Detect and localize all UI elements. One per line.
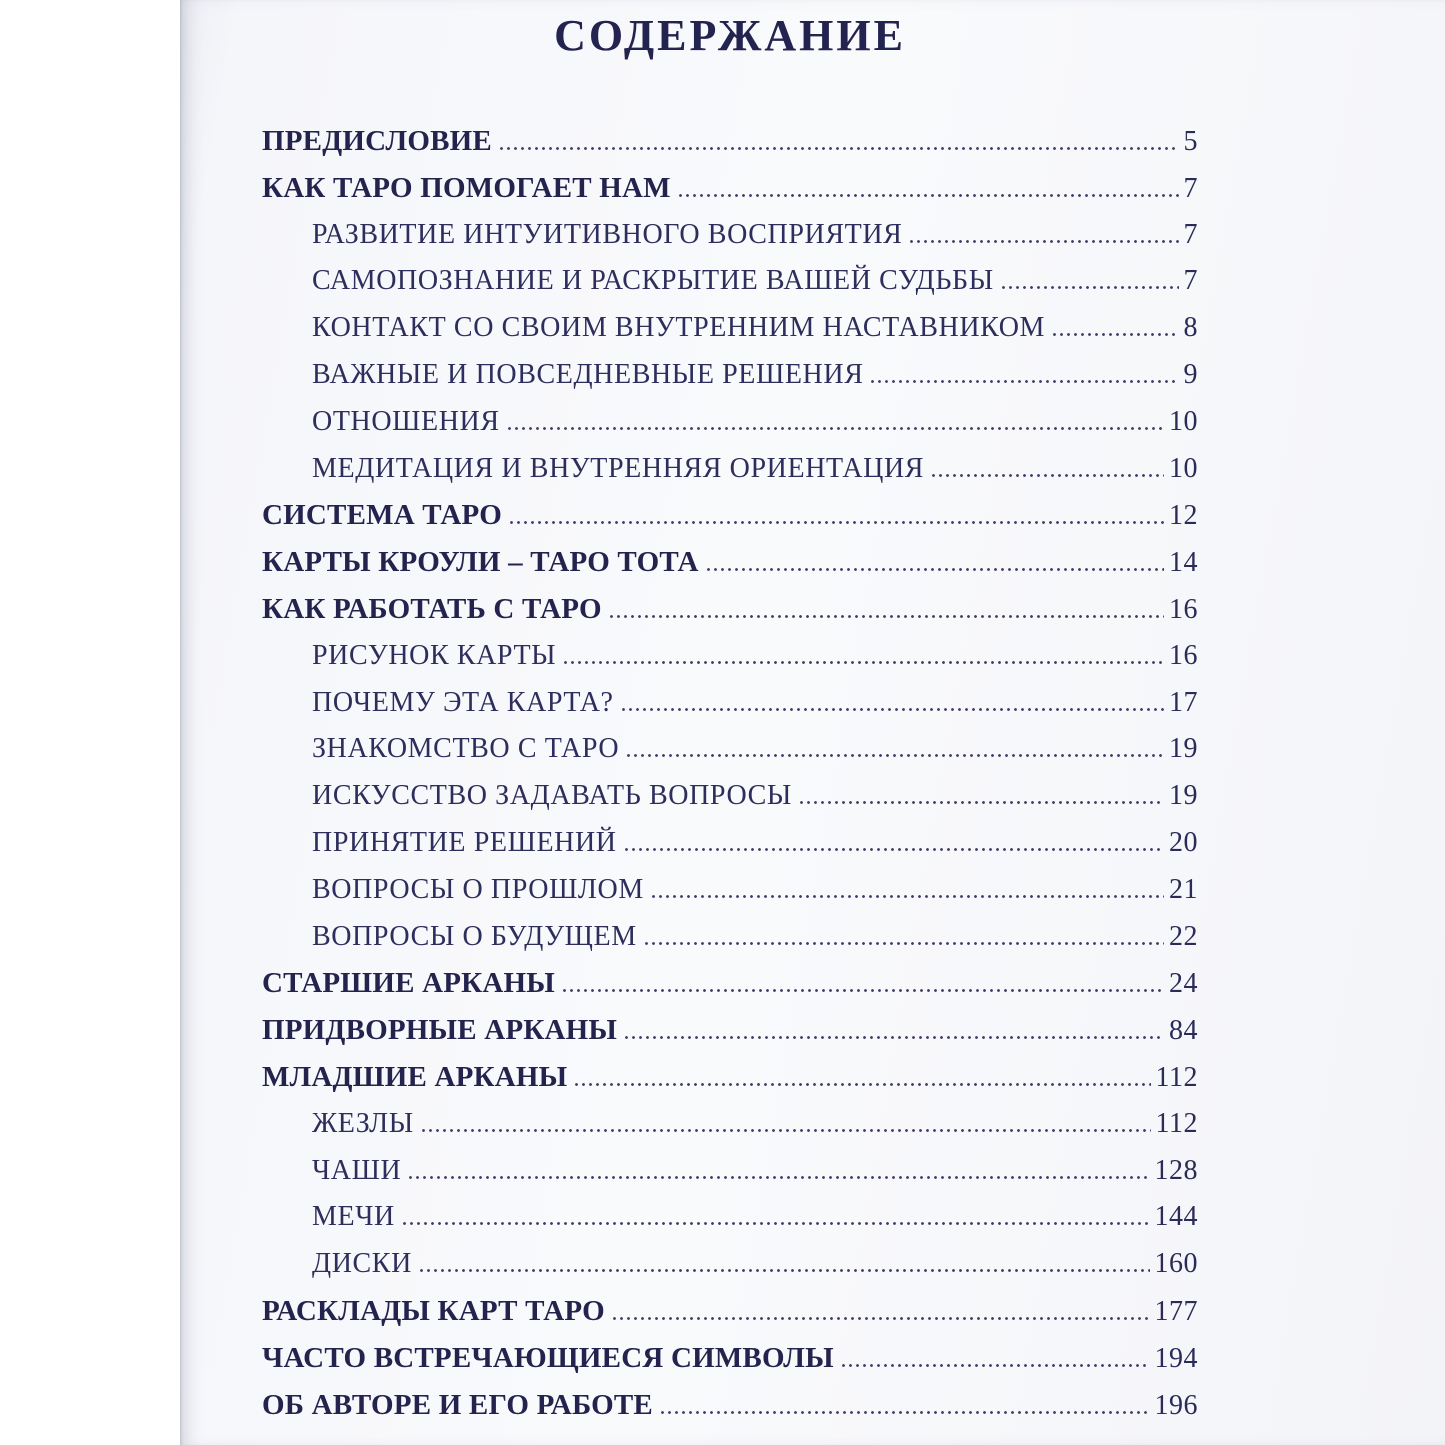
toc-entry-page-number: 24 [1169,968,1198,1000]
toc-entry-page-number: 7 [1183,172,1198,204]
dot-leader [910,240,1178,243]
dot-leader [575,1083,1150,1086]
toc-entry-label: КАРТЫ КРОУЛИ – ТАРО ТОТА [262,546,699,579]
toc-entry-label: РАСКЛАДЫ КАРТ ТАРО [262,1294,605,1327]
toc-entry [262,827,1198,874]
toc-entry-page-number: 10 [1169,405,1198,437]
toc-entry-page-number: 194 [1154,1342,1198,1374]
toc-entry [262,406,1198,453]
toc-entry [262,219,1198,266]
toc-entry [262,546,1198,593]
toc-entry-label: ИСКУССТВО ЗАДАВАТЬ ВОПРОСЫ [312,780,792,812]
dot-leader [625,1036,1164,1039]
toc-entry-label: КОНТАКТ СО СВОИМ ВНУТРЕННИМ НАСТАВНИКОМ [312,312,1046,344]
toc-entry-page-number: 10 [1169,452,1198,484]
toc-entry-label: СТАРШИЕ АРКАНЫ [262,967,555,1000]
toc-entry [262,172,1198,219]
toc-entry [262,921,1198,968]
dot-leader [1002,286,1179,289]
toc-entry-label: САМОПОЗНАНИЕ И РАСКРЫТИЕ ВАШЕЙ СУДЬБЫ [312,265,994,297]
dot-leader [627,754,1164,757]
dot-leader [510,521,1164,524]
toc-entry-label: ПРЕДИСЛОВИЕ [262,125,492,157]
dot-leader [625,848,1164,851]
toc-entry-label: РАЗВИТИЕ ИНТУИТИВНОГО ВОСПРИЯТИЯ [312,218,903,250]
toc-entry-page-number: 14 [1169,547,1198,579]
toc-entry-page-number: 12 [1169,500,1198,532]
toc-entry-page-number: 8 [1183,312,1198,344]
toc-entry-page-number: 196 [1154,1389,1198,1421]
toc-entry-page-number: 21 [1169,873,1198,905]
toc-entry [262,593,1198,640]
toc-entry-label: МЕДИТАЦИЯ И ВНУТРЕННЯЯ ОРИЕНТАЦИЯ [312,452,925,484]
dot-leader [610,615,1164,618]
toc-entry-page-number: 84 [1169,1015,1198,1047]
dot-leader [563,989,1164,992]
toc-entry-page-number: 7 [1183,218,1198,250]
dot-leader [613,1317,1150,1320]
toc-entry-label: КАК ТАРО ПОМОГАЕТ НАМ [262,171,671,204]
toc-entry-page-number: 128 [1154,1154,1198,1186]
toc-entry-page-number: 22 [1169,920,1198,952]
toc-entry [262,265,1198,312]
toc-entry-label: РИСУНОК КАРТЫ [312,639,557,671]
toc-entry [262,733,1198,780]
dot-leader [422,1129,1151,1132]
toc-entry-page-number: 7 [1183,265,1198,297]
toc-entry-label: ПРИНЯТИЕ РЕШЕНИЙ [312,826,617,858]
dot-leader [564,661,1164,664]
toc-entry [262,1389,1198,1436]
dot-leader [1053,333,1178,336]
toc-entry-page-number: 19 [1169,780,1198,812]
dot-leader [403,1222,1150,1225]
dot-leader [679,194,1179,197]
dot-leader [707,568,1164,571]
table-of-contents [262,125,1198,1435]
toc-entry-label: ЗНАКОМСТВО С ТАРО [312,733,620,765]
dot-leader [871,380,1178,383]
toc-entry [262,874,1198,921]
toc-entry [262,1014,1198,1061]
toc-entry-page-number: 9 [1183,358,1198,390]
dot-leader [622,708,1164,711]
toc-entry [262,125,1198,172]
toc-entry [262,1061,1198,1108]
toc-entry-label: ОБ АВТОРЕ И ЕГО РАБОТЕ [262,1388,653,1421]
toc-entry-label: ПРИДВОРНЫЕ АРКАНЫ [262,1014,618,1047]
toc-entry [262,640,1198,687]
toc-entry-label: ВОПРОСЫ О ПРОШЛОМ [312,873,644,905]
dot-leader [932,474,1164,477]
toc-entry [262,453,1198,500]
toc-entry [262,780,1198,827]
toc-entry-page-number: 20 [1169,826,1198,858]
book-page [180,0,1445,1445]
dot-leader [645,942,1164,945]
toc-entry-page-number: 144 [1154,1201,1198,1233]
toc-entry [262,499,1198,546]
toc-entry [262,1295,1198,1342]
toc-entry-page-number: 17 [1169,686,1198,718]
toc-entry-page-number: 112 [1155,1107,1198,1139]
toc-entry [262,1155,1198,1202]
toc-entry [262,1342,1198,1389]
dot-leader [420,1269,1150,1272]
toc-entry-label: ЖЕЗЛЫ [312,1107,414,1139]
dot-leader [508,427,1164,430]
toc-entry [262,312,1198,359]
toc-entry-label: ЧАШИ [312,1154,402,1186]
toc-entry [262,359,1198,406]
toc-entry-page-number: 5 [1183,126,1198,157]
dot-leader [652,895,1164,898]
toc-entry [262,1108,1198,1155]
toc-entry-page-number: 16 [1169,639,1198,671]
toc-entry-page-number: 16 [1169,593,1198,625]
dot-leader [800,801,1164,804]
toc-entry-page-number: 177 [1154,1295,1198,1327]
toc-entry-label: ПОЧЕМУ ЭТА КАРТА? [312,686,614,718]
toc-entry [262,1248,1198,1295]
toc-entry [262,1201,1198,1248]
page-title: СОДЕРЖАНИЕ [554,11,906,60]
toc-entry [262,967,1198,1014]
dot-leader [661,1411,1150,1414]
toc-entry-label: ОТНОШЕНИЯ [312,405,500,437]
toc-entry-label: ВОПРОСЫ О БУДУЩЕМ [312,920,637,952]
dot-leader [500,147,1179,150]
toc-entry-page-number: 160 [1154,1248,1198,1280]
toc-entry-label: МЕЧИ [312,1201,395,1233]
dot-leader [409,1176,1149,1179]
toc-entry-page-number: 19 [1169,733,1198,765]
toc-entry-label: ДИСКИ [312,1248,412,1280]
toc-entry-label: МЛАДШИЕ АРКАНЫ [262,1060,568,1093]
dot-leader [842,1364,1150,1367]
toc-entry [262,687,1198,734]
toc-entry-label: СИСТЕМА ТАРО [262,499,503,532]
toc-entry-page-number: 112 [1155,1061,1198,1093]
toc-entry-label: ЧАСТО ВСТРЕЧАЮЩИЕСЯ СИМВОЛЫ [262,1341,834,1374]
toc-entry-label: КАК РАБОТАТЬ С ТАРО [262,592,602,625]
toc-entry-label: ВАЖНЫЕ И ПОВСЕДНЕВНЫЕ РЕШЕНИЯ [312,358,864,390]
